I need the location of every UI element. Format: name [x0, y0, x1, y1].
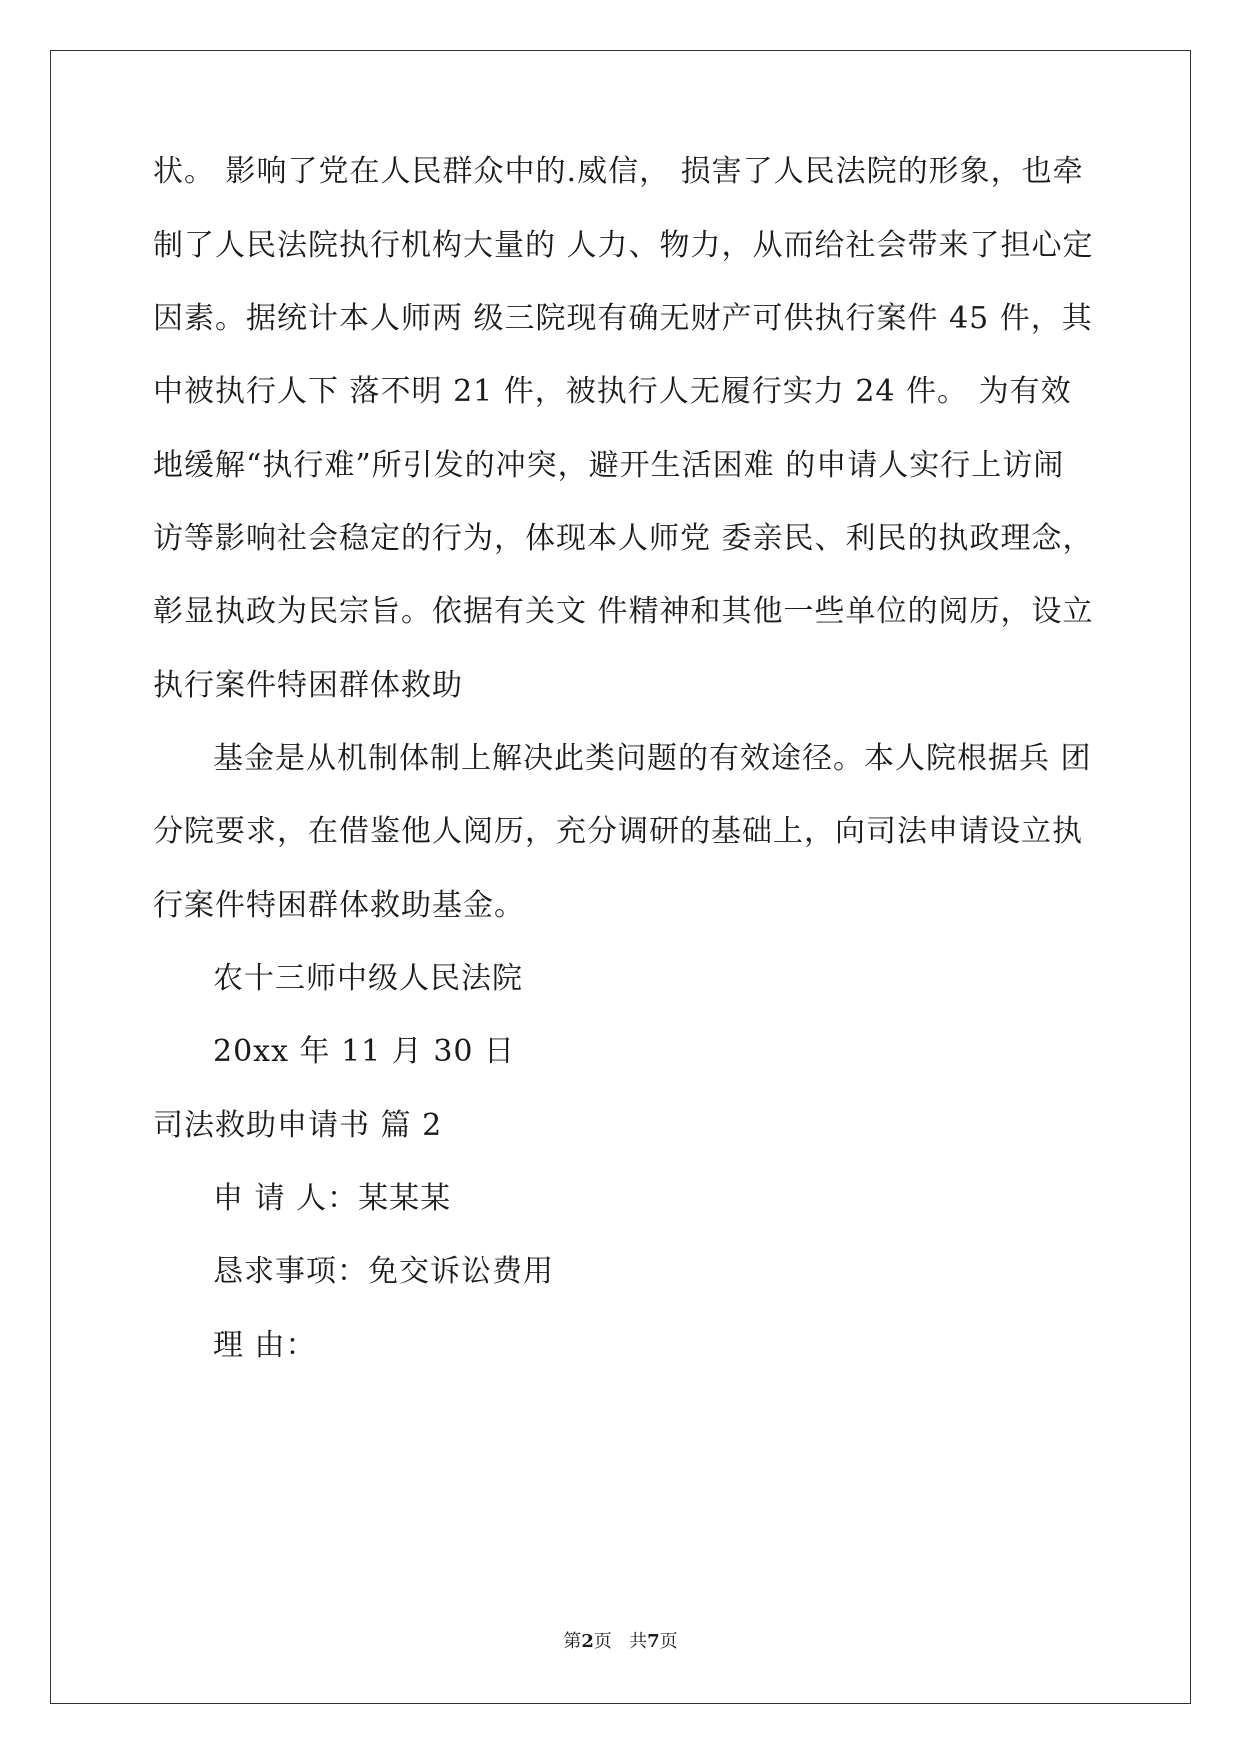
- body-line-6: 访等影响社会稳定的行为，体现本人师党 委亲民、利民的执政理念，: [153, 521, 1094, 556]
- body-line-2: 制了人民法院执行机构大量的 人力、物力，从而给社会带来了担心定: [153, 228, 1094, 263]
- current-page-number: 2: [581, 1631, 594, 1652]
- reason-line: 理 由：: [213, 1328, 317, 1363]
- body-line-9: 基金是从机制体制上解决此类问题的有效途径。本人院根据兵 团: [213, 741, 1092, 776]
- signature-court: 农十三师中级人民法院: [213, 961, 523, 996]
- body-line-4: 中被执行人下 落不明 21 件，被执行人无履行实力 24 件。 为有效: [153, 374, 1072, 409]
- request-line: 恳求事项：免交诉讼费用: [213, 1254, 554, 1289]
- body-line-10: 分院要求，在借鉴他人阅历，充分调研的基础上，向司法申请设立执: [153, 814, 1083, 849]
- total-pages-number: 7: [647, 1631, 660, 1652]
- footer-mid: 页 共: [593, 1631, 648, 1652]
- signature-date: 20xx 年 11 月 30 日: [213, 1034, 516, 1069]
- footer-suffix: 页: [659, 1631, 678, 1652]
- body-line-1: 状。 影响了党在人民群众中的.威信， 损害了人民法院的形象，也牵: [153, 154, 1084, 189]
- body-line-5: 地缓解“执行难”所引发的冲突，避开生活困难 的申请人实行上访闹: [153, 448, 1065, 483]
- page-footer: [0, 1630, 1241, 1654]
- body-line-8: 执行案件特困群体救助: [153, 668, 463, 703]
- body-line-11: 行案件特困群体救助基金。: [153, 888, 525, 923]
- applicant-line: 申 请 人：某某某: [213, 1181, 452, 1216]
- body-line-7: 彰显执政为民宗旨。依据有关文 件精神和其他一些单位的阅历，设立: [153, 594, 1094, 629]
- section-heading: 司法救助申请书 篇 2: [153, 1108, 443, 1143]
- body-line-3: 因素。据统计本人师两 级三院现有确无财产可供执行案件 45 件，其: [153, 301, 1093, 336]
- footer-prefix: 第: [563, 1631, 582, 1652]
